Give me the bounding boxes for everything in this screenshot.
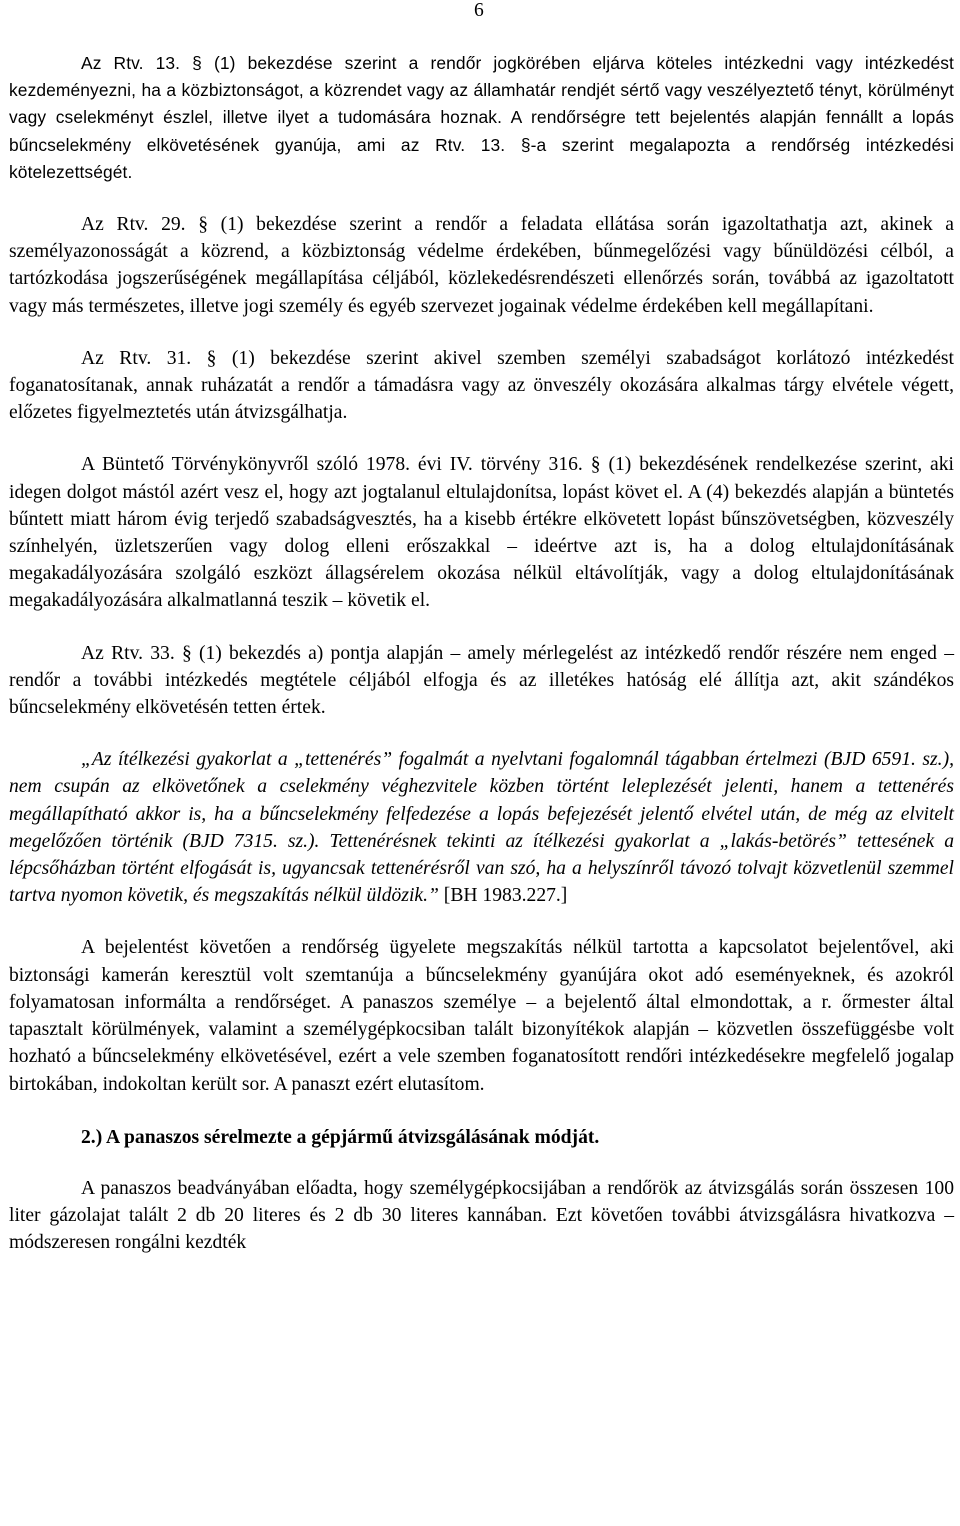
paragraph-btk-316: A Büntető Törvénykönyvről szóló 1978. évi IV. törvény 316. § (1) bekezdésének rendelkezése szerint, aki idegen dolgot mástól azért vesz el, hogy azt jogtalanul eltulajdonítsa, lopást követ el. A (4) bekezdés alapján a büntetés bűntett miatt három évig terjedő szabadságvesztés, ha a kisebb értékre elkövetett lopást bűnszövetségben, közveszély színhelyén, üzletszerűen vagy dolog elleni erőszakkal – ideértve azt is, ha a dolog eltulajdonításának megakadályozására szolgáló eszközt állagsérelem okozása nélkül eltávolítják, vagy a dolog eltulajdonításának megakadályozására alkalmatlanná teszik – követik el. [9,454,954,612]
document-body [9,50,954,1257]
case-law-reference: [BH 1983.227.] [438,885,568,907]
paragraph-findings: A bejelentést követően a rendőrség ügyelete megszakítás nélkül tartotta a kapcsolatot bejelentővel, aki biztonsági kamerán keresztül volt szemtanúja a bűncselekmény gyanújára okot adó eseményeknek, és azokról folyamatosan informálta a rendőrséget. A panaszos személye – a bejelentő által elmondottak, a r. őrmester által tapasztalt körülmények, valamint a személygépkocsiban talált bizonyítékok alapján – közvetlen összefüggésbe volt hozható a bűncselekmény elkövetésével, ezért a vele szemben foganatosított rendőri intézkedésekre megfelelő jogalap birtokában, indokoltan került sor. A panaszt ezért elutasítom. [9,937,954,1095]
paragraph-rtv-13: Az Rtv. 13. § (1) bekezdése szerint a rendőr jogkörében eljárva köteles intézkedni vagy intézkedést kezdeményezni, ha a közbiztonságot, a közrendet vagy az államhatár rendjét sértő vagy veszélyeztető tényt, körülményt vagy cselekményt észlel, illetve ilyet a tudomására hoznak. A rendőrségre tett bejelentés alapján fennállt a lopás bűncselekmény elkövetésének gyanúja, ami az Rtv. 13. §-a szerint megalapozta a rendőrség intézkedési kötelezettségét. [9,53,954,182]
page-number: 6 [474,0,484,21]
paragraph-rtv-33: Az Rtv. 33. § (1) bekezdés a) pontja alapján – amely mérlegelést az intézkedő rendőr részére nem enged – rendőr a további intézkedés megtétele céljából elfogja és az illetékes hatóság elé állítja azt, akit szándékos bűncselekmény elkövetésén tetten értek. [9,642,954,719]
paragraph-vehicle-search: A panaszos beadványában előadta, hogy személygépkocsijában a rendőrök az átvizsgálás során összesen 100 liter gázolajat talált 2 db 20 literes és 2 db 30 literes kannában. Ezt követően további átvizsgálásra hivatkozva – módszeresen rongálni kezdték [9,1177,954,1254]
paragraph-case-law-quote [9,746,954,909]
case-law-quote-text: „Az ítélkezési gyakorlat a „tettenérés” fogalmát a nyelvtani fogalomnál tágabban értelmezi (BJD 6591. sz.), nem csupán az elkövetőnek a cselekmény véghezvitele közben történt leleplezését jelenti, hanem a tettenérés megállapítható akkor is, ha a bűncselekmény felfedezése a lopás befejezését jelentő elvétel után, de még az elvitelt megelőzően történik (BJD 7315. sz.). Tettenérésnek tekinti az ítélkezési gyakorlat a „lakás-betörés” tettesének a lépcsőházban történt elfogását is, ugyancsak tettenérésről van szó, ha a helyszínről távozó tolvajt közvetlenül szemmel tartva nyomon követik, és megszakítás nélkül üldözik.” [9,749,954,907]
paragraph-rtv-31: Az Rtv. 31. § (1) bekezdése szerint akivel szemben személyi szabadságot korlátozó intézkedést foganatosítanak, annak ruházatát a rendőr a támadásra vagy az önveszély okozására alkalmas tárgy elvétele végett, előzetes figyelmeztetés után átvizsgálhatja. [9,347,954,424]
paragraph-rtv-29: Az Rtv. 29. § (1) bekezdése szerint a rendőr a feladata ellátása során igazoltathatja azt, akinek a személyazonosságát a közrend, a közbiztonság védelme érdekében, bűnmegelőzési vagy bűnüldözési célból, a tartózkodása jogszerűségének megállapítása céljából, közlekedésrendészeti ellenőrzés során, továbbá az igazoltatott vagy más természetes, illetve jogi személy és egyéb szervezet jogainak védelme érdekében kell megállapítani. [9,214,954,317]
section-heading-2: 2.) A panaszos sérelmezte a gépjármű átvizsgálásának módját. [81,1126,600,1148]
